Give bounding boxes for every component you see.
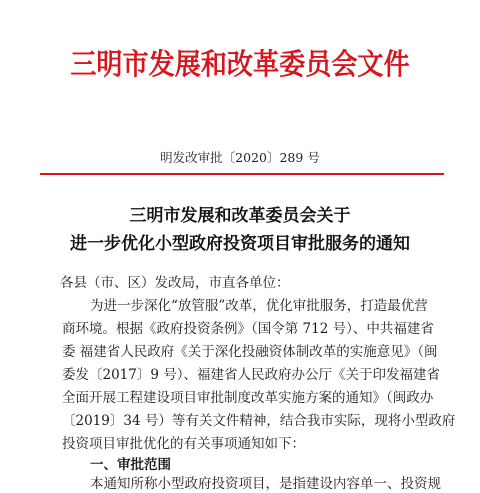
paragraph-line: 全面开展工程建设项目审批制度改革实施方案的通知》（闽政办 [62, 390, 434, 406]
section-heading: 一、审批范围 [90, 457, 171, 473]
paragraph-line: 投资项目审批优化的有关事项通知如下： [62, 436, 305, 452]
document-number: 明发改审批〔2020〕289 号 [160, 150, 320, 165]
paragraph-line: 本通知所称小型政府投资项目，是指建设内容单一、投资规 [90, 476, 441, 492]
salutation: 各县（市、区）发改局，市直各单位： [60, 275, 290, 291]
notice-title-line-2: 进一步优化小型政府投资项目审批服务的通知 [70, 234, 410, 254]
document-header-title: 三明市发展和改革委员会文件 [70, 47, 410, 81]
paragraph-line: 〔2019〕34 号）等有关文件精神，结合我市实际，现将小型政府 [62, 413, 456, 429]
paragraph-line: 委 福建省人民政府《关于深化投融资体制改革的实施意见》（闽 [62, 344, 438, 360]
paragraph-line: 商环境。根据《政府投资条例》（国令第 712 号）、中共福建省 [62, 321, 434, 337]
paragraph-line: 委发〔2017〕9 号）、福建省人民政府办公厅《关于印发福建省 [62, 367, 440, 383]
notice-title-line-1: 三明市发展和改革委员会关于 [129, 206, 351, 226]
paragraph-line: 为进一步深化“放管服”改革，优化审批服务，打造最优营 [90, 298, 428, 314]
red-divider-line [40, 173, 444, 175]
